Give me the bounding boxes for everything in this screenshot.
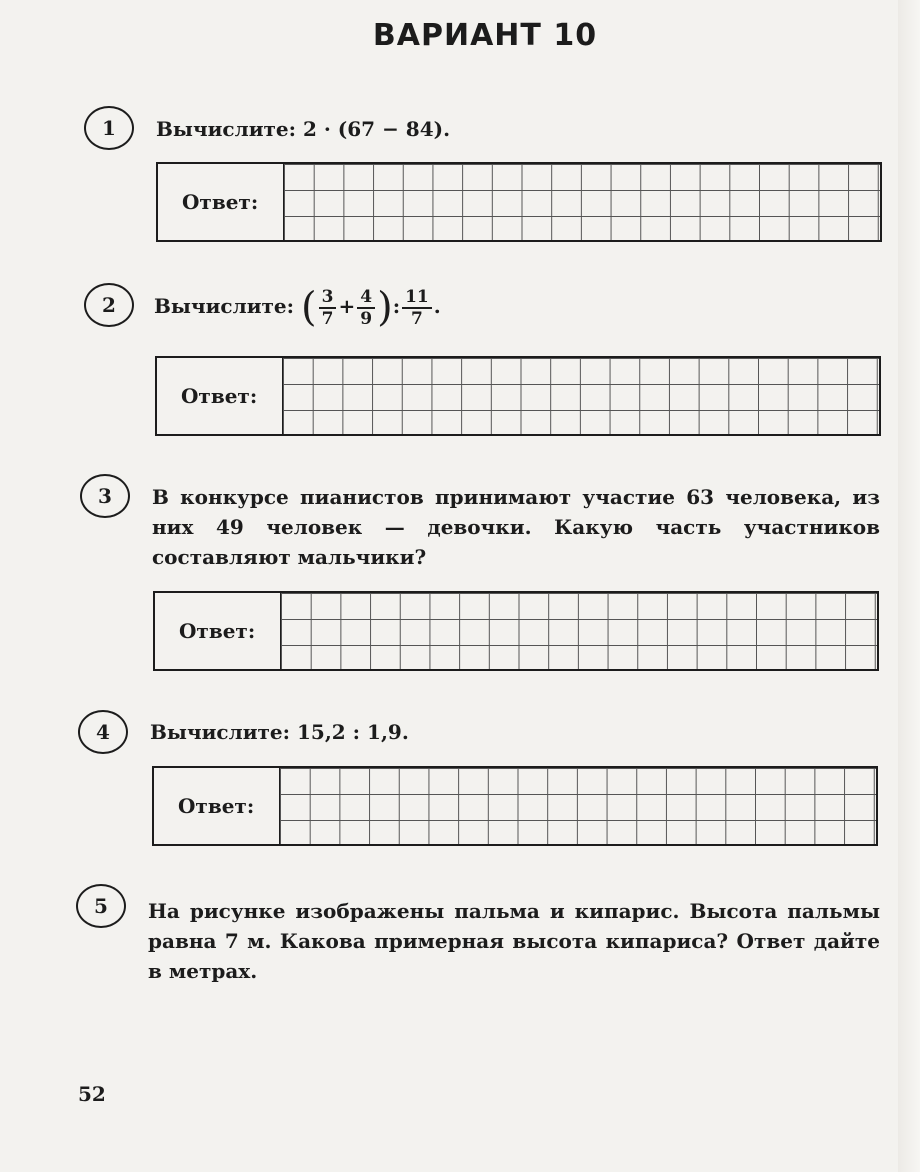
answer-label: Ответ: — [155, 593, 281, 669]
task-2-answer-box[interactable] — [155, 356, 881, 436]
task-3-number: 3 — [80, 474, 130, 518]
plus-sign: + — [338, 294, 356, 318]
task-5-number: 5 — [76, 884, 126, 928]
open-paren: ( — [301, 284, 317, 331]
task-2-prefix: Вычислите: — [154, 294, 295, 318]
answer-grid[interactable] — [280, 768, 876, 844]
answer-label: Ответ: — [157, 358, 283, 434]
task-4-text: Вычислите: 15,2 : 1,9. — [150, 720, 409, 744]
task-1-text: Вычислите: 2 · (67 − 84). — [156, 117, 451, 141]
task-1-number: 1 — [84, 106, 134, 150]
task-1-answer-box[interactable] — [156, 162, 882, 242]
divide-sign: : — [392, 294, 401, 318]
page-number: 52 — [78, 1082, 106, 1106]
task-5-text: На рисунке изображены пальма и кипарис. Высота пальмы равна 7 м. Какова примерная высота кипариса? Ответ дайте в метрах. — [148, 899, 880, 983]
variant-title: ВАРИАНТ 10 — [372, 18, 598, 53]
task-2-number: 2 — [84, 283, 134, 327]
task-4-number: 4 — [78, 710, 128, 754]
answer-grid[interactable] — [284, 164, 880, 240]
close-paren: ) — [377, 284, 393, 331]
answer-label: Ответ: — [154, 768, 280, 844]
answer-grid[interactable] — [283, 358, 879, 434]
task-4-answer-box[interactable] — [152, 766, 878, 846]
task-3-answer-box[interactable] — [153, 591, 879, 671]
task-2-end: . — [433, 294, 441, 318]
fraction-3-7: $\frac{3}{7}$ — [319, 287, 337, 329]
task-3-text: В конкурсе пианистов принимают участие 63 человека, из них 49 человек — девочки. Какую часть участников составляют мальчики? — [152, 485, 880, 569]
page-edge — [898, 0, 920, 1172]
answer-grid[interactable] — [281, 593, 877, 669]
task-2-text — [154, 283, 874, 329]
fraction-4-9: $\frac{4}{9}$ — [357, 287, 375, 329]
answer-label: Ответ: — [158, 164, 284, 240]
fraction-11-7: $\frac{11}{7}$ — [402, 287, 432, 329]
